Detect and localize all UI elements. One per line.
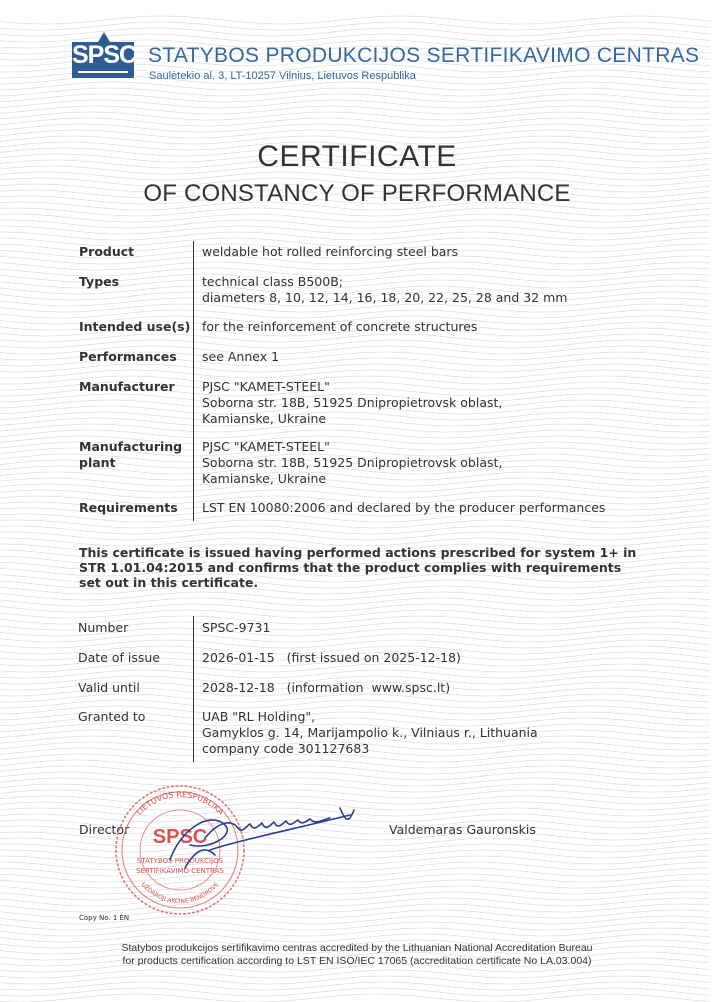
footer-line2: for products certification according to LST EN ISO/IEC 17065 (accreditation certificate No LA.03.004) xyxy=(122,955,592,967)
meta-value-granted-to: UAB "RL Holding", Gamyklos g. 14, Marijampolio k., Vilniaus r., Lithuania company code 301127683 xyxy=(202,709,538,756)
field-value-plant: PJSC "KAMET-STEEL" Soborna str. 18B, 51925 Dnipropietrovsk oblast, Kamianske, Ukraine xyxy=(202,439,503,486)
field-value-types: technical class B500B; diameters 8, 10, 12, 14, 16, 18, 20, 22, 25, 28 and 32 mm xyxy=(202,274,568,305)
compliance-statement: This certificate is issued having performed actions prescribed for system 1+ in STR 1.01.04:2015 and confirms that the product complies with requirements set out in this certificate. xyxy=(79,545,637,590)
field-label-performances: Performances xyxy=(79,349,177,364)
copy-number: Copy No. 1 EN xyxy=(79,914,130,922)
field-label-intended-use: Intended use(s) xyxy=(79,319,191,334)
field-label-manufacturer: Manufacturer xyxy=(79,379,175,394)
meta-value-valid-until: 2028-12-18 (information www.spsc.lt) xyxy=(202,680,451,695)
meta-divider xyxy=(193,616,194,762)
director-name: Valdemaras Gauronskis xyxy=(389,822,536,837)
meta-value-date-of-issue: 2026-01-15 (first issued on 2025-12-18) xyxy=(202,650,461,665)
stamp-bottom-text: UŽDAROJI AKCINĖ BENDROVĖ xyxy=(139,881,221,906)
director-signature xyxy=(150,790,370,880)
field-value-intended-use: for the reinforcement of concrete structures xyxy=(202,319,478,334)
field-value-performances: see Annex 1 xyxy=(202,349,280,364)
meta-label-valid-until: Valid until xyxy=(78,680,140,695)
meta-label-date-of-issue: Date of issue xyxy=(78,650,160,665)
logo-text: SPSC xyxy=(72,41,137,69)
footer-line1: Statybos produkcijos sertifikavimo centras accredited by the Lithuanian National Accreditation Bureau xyxy=(121,942,593,954)
meta-value-number: SPSC-9731 xyxy=(202,620,271,635)
accreditation-footer xyxy=(0,942,714,968)
field-value-requirements: LST EN 10080:2006 and declared by the producer performances xyxy=(202,500,606,515)
stamp-line2: SERTIFIKAVIMO CENTRAS xyxy=(136,867,224,875)
field-value-manufacturer: PJSC "KAMET-STEEL" Soborna str. 18B, 51925 Dnipropietrovsk oblast, Kamianske, Ukraine xyxy=(202,379,503,426)
spsc-logo xyxy=(72,41,137,78)
director-label: Director xyxy=(79,822,130,837)
meta-label-number: Number xyxy=(78,620,129,635)
field-label-plant: Manufacturing plant xyxy=(79,439,183,470)
stamp-center-text: SPSC xyxy=(152,826,208,848)
stamp-top-text: LIETUVOS RESPUBLIKA xyxy=(134,789,226,817)
certificate-title: CERTIFICATE xyxy=(257,140,457,173)
org-address: Saulėtekio al. 3, LT-10257 Vilnius, Lietuvos Respublika xyxy=(149,70,416,82)
stamp-line1: STATYBOS PRODUKCIJOS xyxy=(136,857,224,865)
field-divider xyxy=(193,241,194,521)
field-label-types: Types xyxy=(79,274,120,289)
svg-text:UŽDAROJI AKCINĖ BENDROVĖ xyxy=(140,881,221,905)
field-value-product: weldable hot rolled reinforcing steel bars xyxy=(202,244,459,259)
field-label-requirements: Requirements xyxy=(79,500,178,515)
meta-label-granted-to: Granted to xyxy=(78,709,146,724)
field-label-product: Product xyxy=(79,244,135,259)
org-name: STATYBOS PRODUKCIJOS SERTIFIKAVIMO CENTRAS xyxy=(148,44,700,67)
certificate-subtitle: OF CONSTANCY OF PERFORMANCE xyxy=(143,180,571,207)
